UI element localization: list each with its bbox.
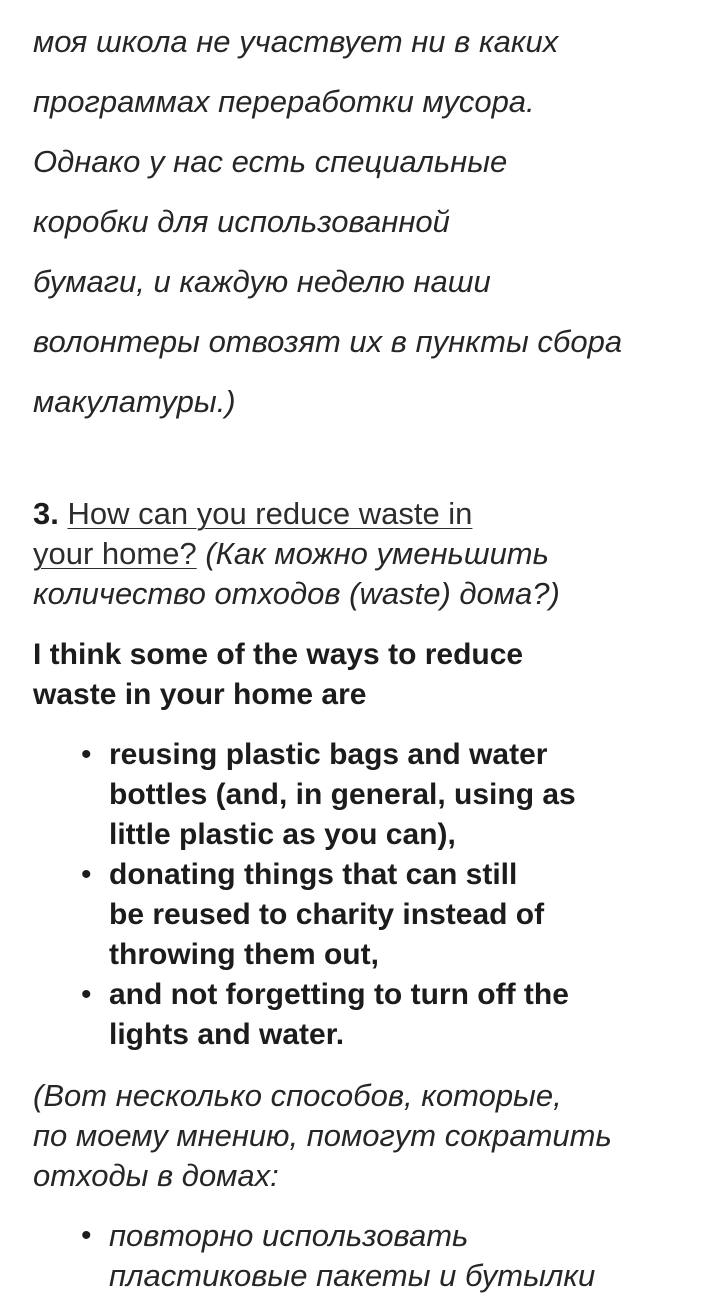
question-translation: количество отходов (waste) дома?) — [33, 576, 560, 611]
bullet-icon: • — [81, 738, 92, 771]
bullet-icon: • — [81, 978, 92, 1011]
intro-line: Однако у нас есть специальные — [33, 144, 508, 179]
bullet-line: be reused to charity instead of — [109, 898, 545, 931]
translation-line: (Вот несколько способов, которые, — [33, 1078, 562, 1113]
bullet-line: bottles (and, in general, using as — [109, 778, 576, 811]
intro-line: макулатуры.) — [33, 384, 236, 419]
translation-line: отходы в домах: — [33, 1158, 279, 1193]
question-line — [33, 494, 713, 534]
bullet-line: пластиковые пакеты и бутылки — [109, 1258, 596, 1293]
question-link[interactable]: your home? — [33, 536, 197, 571]
bullet-line: lights and water. — [109, 1018, 345, 1051]
question-number: 3. — [33, 496, 59, 531]
bullet-line: and not forgetting to turn off the — [109, 978, 569, 1011]
russian-bullet-list — [33, 1216, 713, 1296]
bullet-line: donating things that can still — [109, 858, 518, 891]
bullet-line: throwing them out, — [109, 938, 379, 971]
bullet-item — [33, 1216, 713, 1296]
bullet-item — [33, 975, 713, 1055]
answer-line: waste in your home are — [33, 678, 367, 711]
question-block — [33, 494, 713, 614]
bullet-icon: • — [81, 1219, 92, 1252]
english-bullet-list — [33, 735, 713, 1055]
question-line — [33, 534, 713, 574]
question-link[interactable]: How can you reduce waste in — [67, 496, 473, 531]
answer-line: I think some of the ways to reduce — [33, 638, 524, 671]
bullet-line: повторно использовать — [109, 1218, 469, 1253]
bullet-line: reusing plastic bags and water — [109, 738, 548, 771]
bullet-item — [33, 735, 713, 855]
intro-line: волонтеры отвозят их в пункты сбора — [33, 324, 623, 359]
answer-paragraph — [33, 635, 713, 715]
russian-translation-paragraph — [33, 1076, 713, 1196]
question-translation: (Как можно уменьшить — [205, 536, 549, 571]
bullet-icon: • — [81, 858, 92, 891]
intro-line: программах переработки мусора. — [33, 84, 535, 119]
bullet-line: little plastic as you can), — [109, 818, 456, 851]
intro-line: моя школа не участвует ни в каких — [33, 24, 559, 59]
intro-line: коробки для использованной — [33, 204, 450, 239]
bullet-item — [33, 855, 713, 975]
translation-line: по моему мнению, помогут сократить — [33, 1118, 612, 1153]
intro-line: бумаги, и каждую неделю наши — [33, 264, 491, 299]
intro-paragraph — [33, 12, 713, 432]
